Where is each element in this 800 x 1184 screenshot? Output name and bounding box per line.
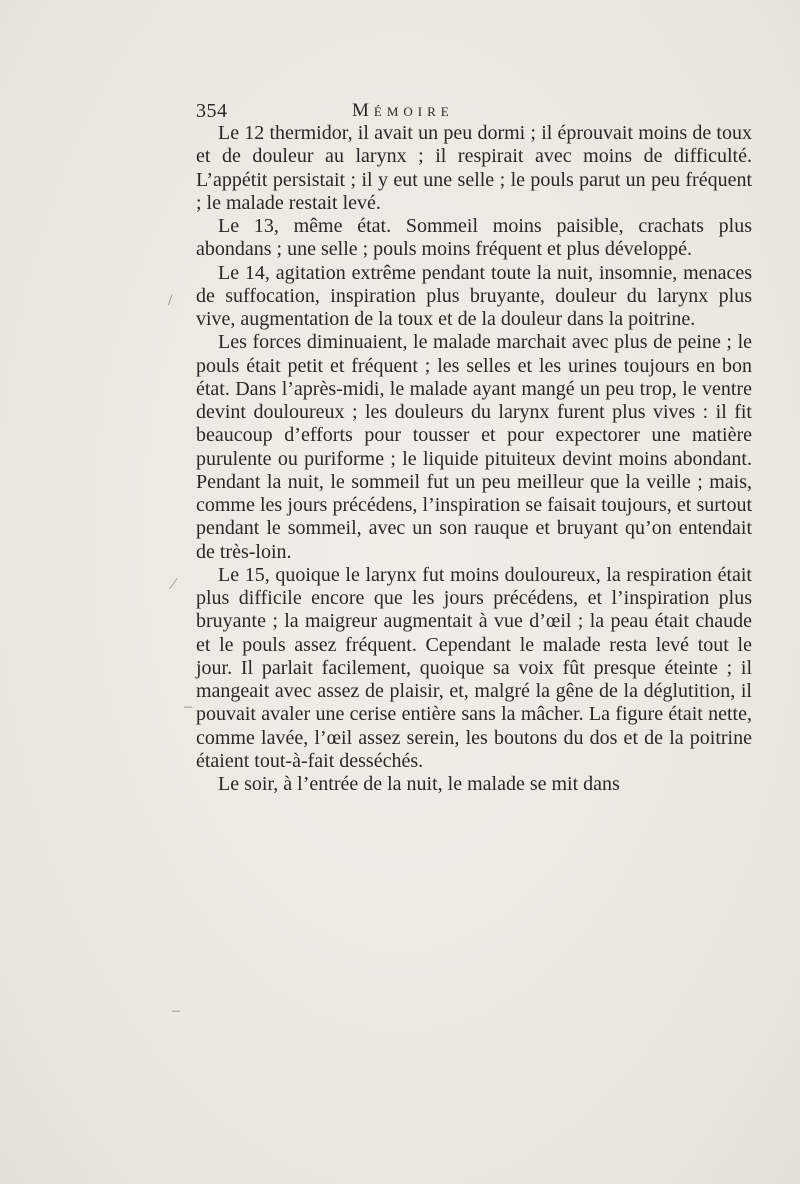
running-title: Mémoire <box>352 100 454 121</box>
margin-mark: – <box>184 698 192 715</box>
paragraph: Le 13, même état. Sommeil moins paisible, crachats plus abondans ; une selle ; pouls moins fréquent et plus développé. <box>196 215 752 261</box>
body-text <box>196 122 752 796</box>
paragraph: Les forces diminuaient, le malade marchait avec plus de peine ; le pouls était petit et fréquent ; les selles et les urines toujours en bon état. Dans l’après-midi, le malade ayant mangé un peu trop, le ventre devint douloureux ; les douleurs du larynx furent plus vives : il fit beaucoup d’efforts pour tousser et pour expectorer une matière purulente ou puriforme ; le liquide pituiteux devint moins abondant. Pendant la nuit, le sommeil fut un peu meilleur que la veille ; mais, comme les jours précédens, l’inspiration se faisait toujours, et surtout pendant le sommeil, avec un son rauque et bruyant qu’on entendait de très-loin. <box>196 331 752 563</box>
paragraph: Le 12 thermidor, il avait un peu dormi ; il éprouvait moins de toux et de douleur au larynx ; il respirait avec moins de difficulté. L’appétit persistait ; il y eut une selle ; le pouls parut un peu fréquent ; le malade restait levé. <box>196 122 752 214</box>
paragraph: Le soir, à l’entrée de la nuit, le malade se mit dans <box>218 773 620 795</box>
paragraph: Le 14, agitation extrême pendant toute la nuit, insomnie, menaces de suffocation, inspiration plus bruyante, douleur du larynx plus vive, augmentation de la toux et de la douleur dans la poitrine. <box>196 261 752 330</box>
margin-mark: / <box>168 292 173 309</box>
page-number: 354 <box>196 100 228 122</box>
margin-mark: ⁄ <box>172 576 175 593</box>
margin-mark: – <box>172 1002 180 1019</box>
paragraph: Le 15, quoique le larynx fut moins douloureux, la respiration était plus difficile encore que les jours précédens, et l’inspiration plus bruyante ; la maigreur augmentait à vue d’œil ; la peau était chaude et le pouls assez fréquent. Cependant le malade resta levé tout le jour. Il parlait facilement, quoique sa voix fût presque éteinte ; il mangeait avec assez de plaisir, et, malgré la gêne de la déglutition, il pouvait avaler une cerise entière sans la mâcher. La figure était nette, comme lavée, l’œil assez serein, les boutons du dos et de la poitrine étaient tout-à-fait desséchés. <box>196 563 752 772</box>
